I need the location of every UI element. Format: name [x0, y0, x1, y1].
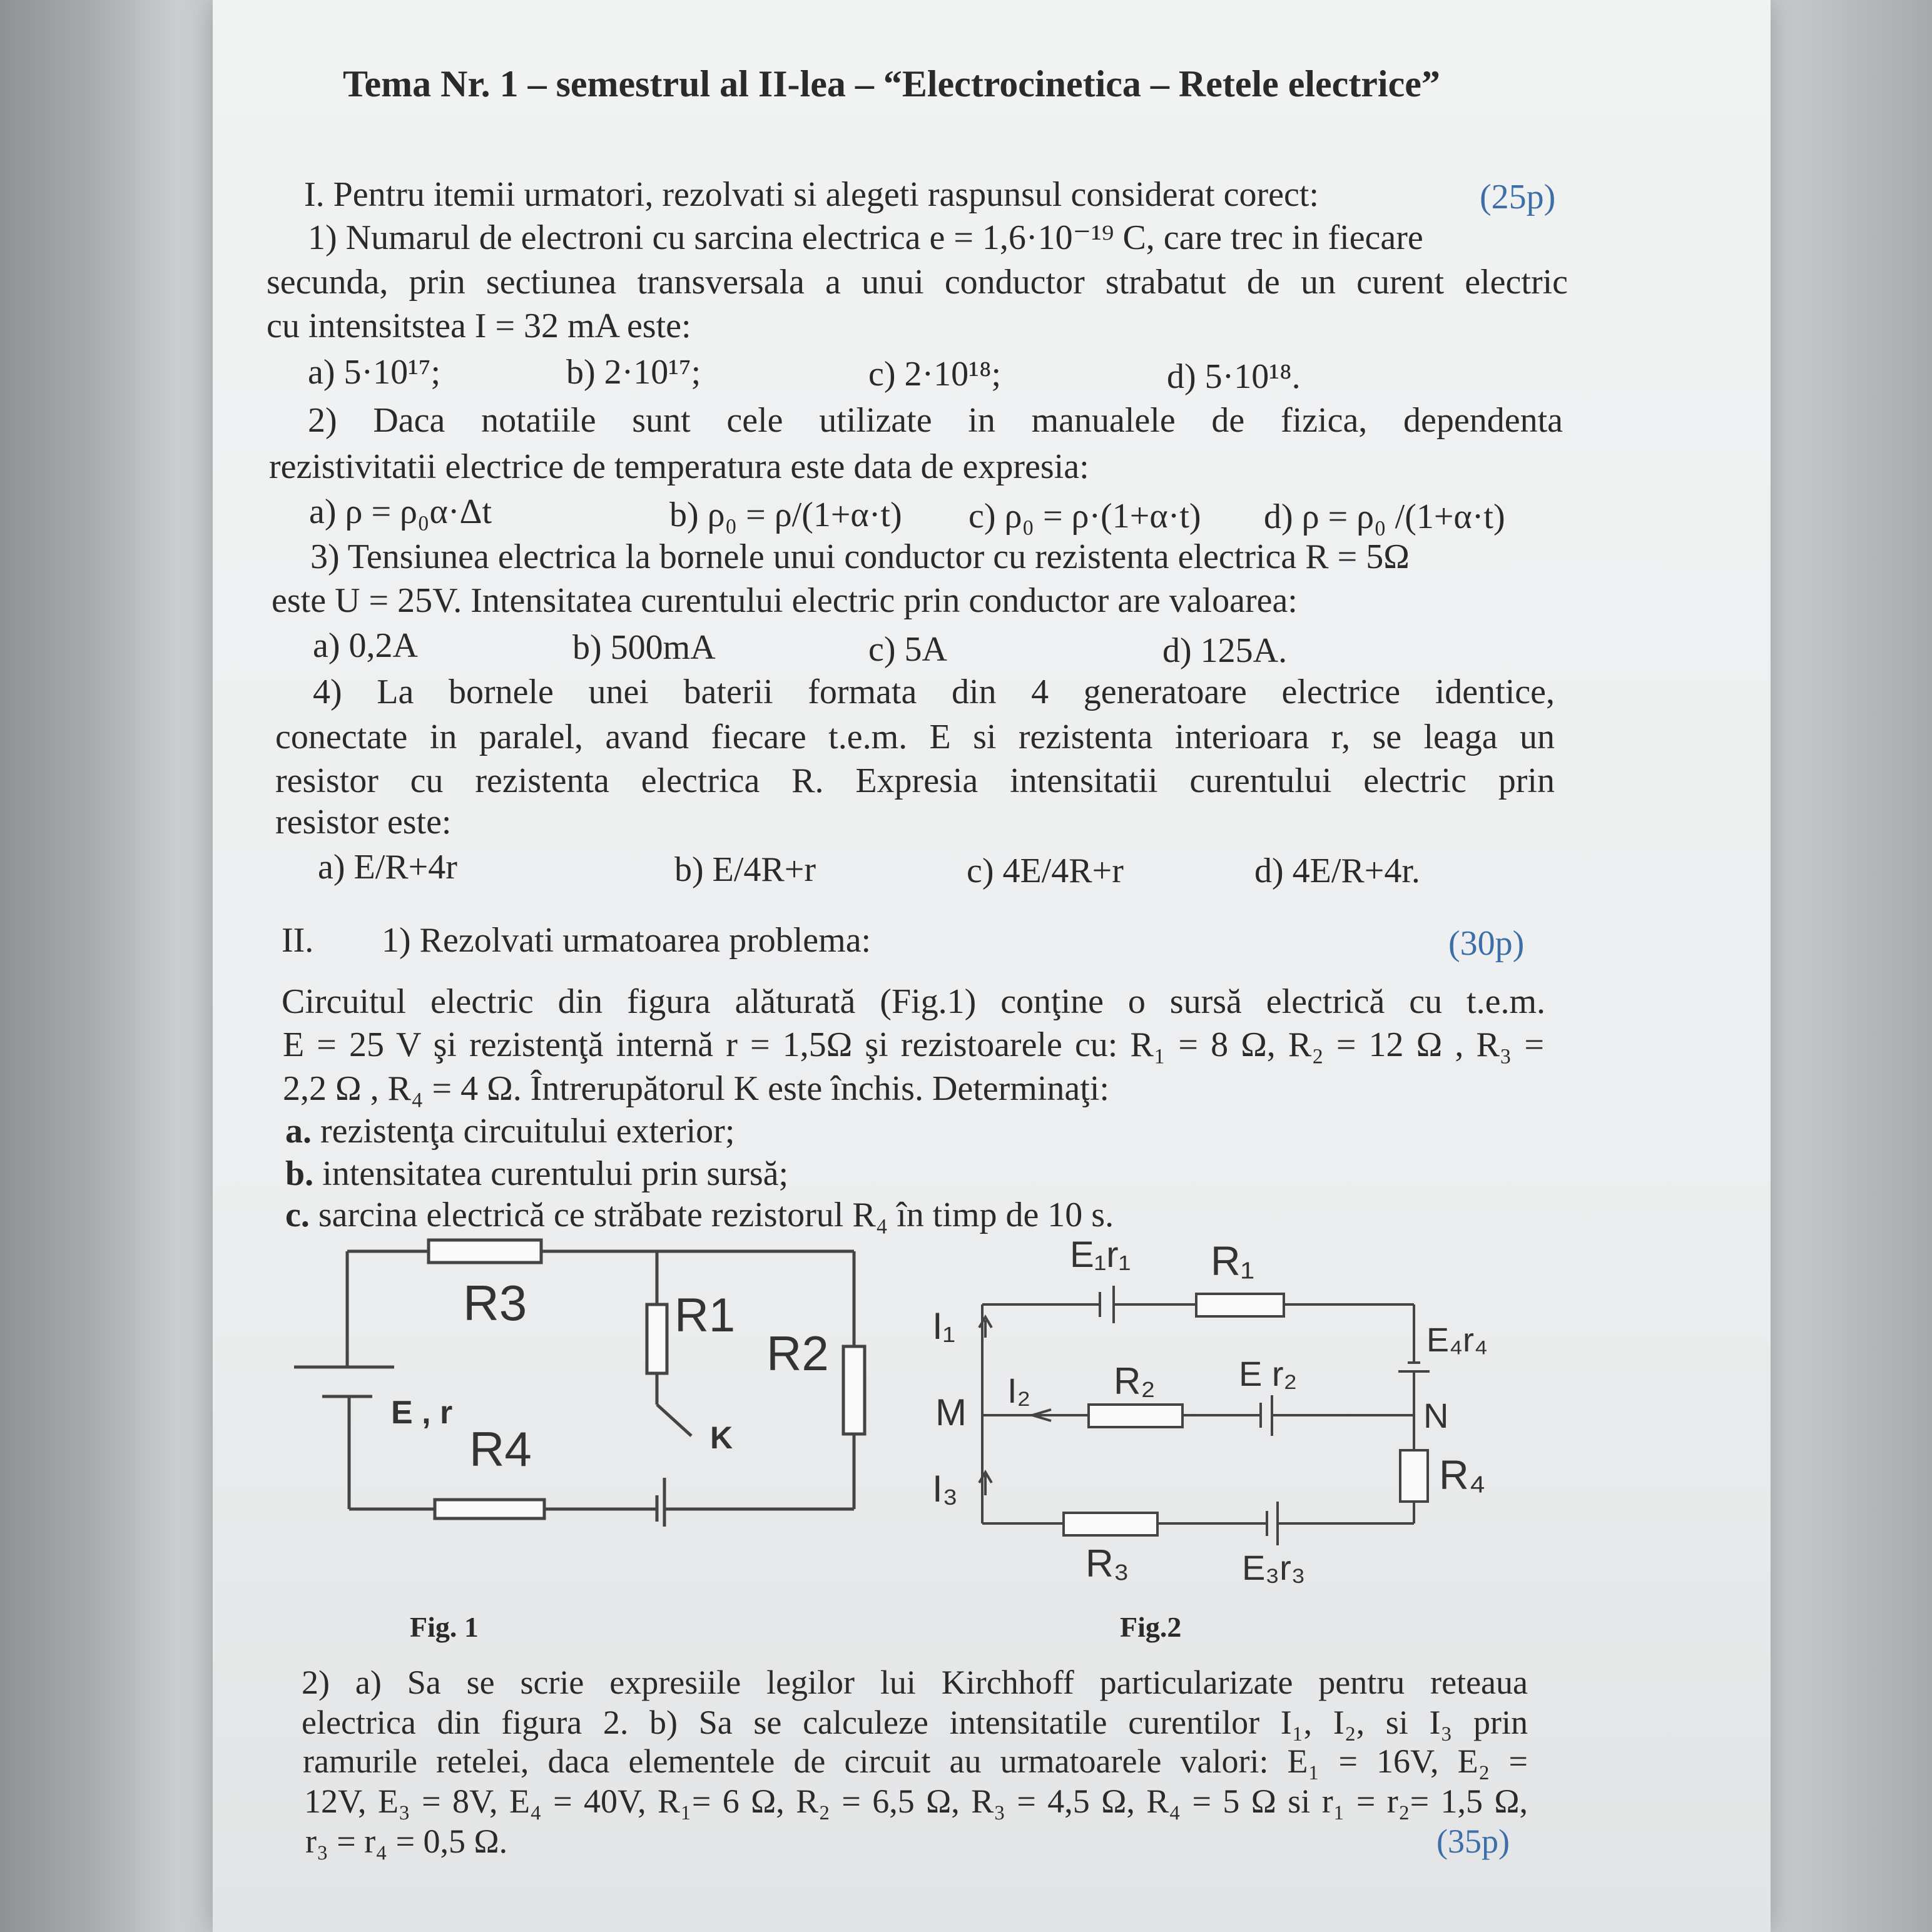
q3-option-a: a) 0,2A — [313, 626, 418, 665]
q4-option-d: d) 4E/R+4r. — [1254, 852, 1420, 890]
q2-kirchhoff-line1: 2) a) Sa se scrie expresiile legilor lui Kirchhoff particularizate pentru reteaua — [302, 1664, 1528, 1701]
q1-option-d: d) 5·10¹⁸. — [1167, 357, 1301, 396]
page-title: Tema Nr. 1 – semestrul al II-lea – “Electrocinetica – Retele electrice” — [343, 63, 1440, 104]
task-b-text: intensitatea curentului prin sursă; — [322, 1154, 789, 1193]
task-a-letter: a. — [285, 1112, 312, 1151]
q2-kirchhoff-line2: electrica din figura 2. b) Sa se calculeze intensitatile curentilor I₁, I₂, si I₃ prin — [302, 1704, 1528, 1741]
figure-1-circuit — [275, 1226, 901, 1527]
q2-kirchhoff-line4: 12V, E₃ = 8V, E₄ = 40V, R₁= 6 Ω, R₂ = 6,5 Ω, R₃ = 4,5 Ω, R₄ = 5 Ω si r₁ = r₂= 1,5 Ω, — [304, 1782, 1528, 1820]
r1-resistor-fig2 — [1196, 1294, 1284, 1316]
fig1-label-switch: K — [710, 1420, 733, 1455]
fig1-label-r2: R2 — [766, 1326, 829, 1381]
part1-heading: I. Pentru itemii urmatori, rezolvati si alegeti raspunsul considerat corect: — [304, 175, 1319, 214]
q4-line2: conectate in paralel, avand fiecare t.e.m. E si rezistenta interioara r, se leaga un — [275, 718, 1555, 756]
q3-line2: este U = 25V. Intensitatea curentului electric prin conductor are valoarea: — [272, 581, 1298, 620]
fig2-label-r3: R₃ — [1085, 1542, 1130, 1585]
q2-option-d: d) ρ = ρ₀ /(1+α·t) — [1264, 497, 1505, 536]
fig2-caption: Fig.2 — [1120, 1611, 1182, 1643]
fig2-label-e2r2: E r₂ — [1239, 1354, 1298, 1393]
part2-roman: II. — [282, 921, 314, 960]
r4-resistor — [435, 1500, 544, 1518]
fig2-label-e3r3: E₃r₃ — [1242, 1548, 1306, 1587]
q4-option-b: b) E/4R+r — [674, 850, 816, 889]
fig2-label-i2: I₂ — [1007, 1371, 1031, 1410]
fig2-label-m: M — [935, 1391, 967, 1433]
fig2-label-e4r4: E₄r₄ — [1426, 1321, 1488, 1359]
part1-points: (25p) — [1480, 178, 1556, 216]
task-b-letter: b. — [285, 1154, 314, 1193]
q2-kirchhoff-line3: ramurile retelei, daca elementele de circuit au urmatoarele valori: E₁ = 16V, E₂ = — [303, 1742, 1528, 1780]
part2-heading: 1) Rezolvati urmatoarea problema: — [382, 921, 872, 960]
fig2-label-i1: I₁ — [932, 1305, 955, 1347]
fig2-label-n: N — [1423, 1396, 1449, 1435]
q3-line1: 3) Tensiunea electrica la bornele unui conductor cu rezistenta electrica R = 5Ω — [310, 537, 1410, 576]
fig2-label-e1r1: E₁r₁ — [1070, 1234, 1131, 1275]
q1-option-b: b) 2·10¹⁷; — [566, 353, 701, 392]
q1-option-a: a) 5·10¹⁷; — [308, 353, 441, 392]
figure-2-network — [926, 1226, 1545, 1602]
problem-line2: E = 25 V şi rezistenţă internă r = 1,5Ω şi rezistoarele cu: R₁ = 8 Ω, R₂ = 12 Ω , R₃ = — [283, 1025, 1544, 1064]
q4-option-a: a) E/R+4r — [318, 848, 457, 887]
q1-option-c: c) 2·10¹⁸; — [868, 355, 1002, 394]
r1-resistor — [647, 1304, 667, 1373]
r4-resistor-fig2 — [1400, 1450, 1428, 1502]
q2-option-b: b) ρ₀ = ρ/(1+α·t) — [669, 496, 902, 534]
fig1-caption: Fig. 1 — [410, 1611, 479, 1643]
r2-resistor — [843, 1346, 865, 1434]
q4-line4: resistor este: — [275, 803, 452, 841]
q1-line1: 1) Numarul de electroni cu sarcina electrica e = 1,6·10⁻¹⁹ C, care trec in fiecare — [308, 218, 1423, 257]
q3-option-b: b) 500mA — [572, 628, 716, 667]
q2-line1: 2) Daca notatiile sunt cele utilizate in manualele de fizica, dependenta — [308, 401, 1563, 440]
fig2-label-i3: I₃ — [932, 1468, 958, 1510]
q2-kirchhoff-line5: r₃ = r₄ = 0,5 Ω. — [305, 1823, 508, 1860]
fig1-label-r1: R1 — [674, 1289, 736, 1342]
q2-option-a: a) ρ = ρ₀α·Δt — [309, 492, 492, 531]
fig2-label-r2: R₂ — [1114, 1360, 1156, 1402]
task-b — [285, 1156, 788, 1191]
problem-line3: 2,2 Ω , R₄ = 4 Ω. Întrerupătorul K este închis. Determinaţi: — [283, 1069, 1109, 1108]
r3-resistor-fig2 — [1064, 1513, 1157, 1535]
q1-line2: secunda, prin sectiunea transversala a unui conductor strabatut de un curent electric — [267, 263, 1568, 302]
fig2-label-r4: R₄ — [1439, 1452, 1486, 1498]
r2-resistor-fig2 — [1089, 1405, 1182, 1427]
fig1-label-r3: R3 — [463, 1275, 527, 1331]
fig1-label-source: E , r — [391, 1395, 453, 1431]
q2-option-c: c) ρ₀ = ρ·(1+α·t) — [969, 497, 1201, 536]
fig2-label-r1: R₁ — [1211, 1238, 1254, 1284]
r3-resistor — [429, 1240, 541, 1263]
switch-k — [657, 1405, 691, 1436]
part2-points: (30p) — [1448, 924, 1525, 963]
task-c-letter: c. — [285, 1196, 310, 1234]
q2-line2: rezistivitatii electrice de temperatura este data de expresia: — [269, 447, 1089, 486]
problem-line1: Circuitul electric din figura alăturată (Fig.1) conţine o sursă electrică cu t.e.m. — [282, 982, 1545, 1021]
q1-line3: cu intensitstea I = 32 mA este: — [267, 307, 691, 345]
q3-option-d: d) 125A. — [1162, 631, 1288, 670]
q4-option-c: c) 4E/4R+r — [967, 852, 1124, 890]
q4-line1: 4) La bornele unei baterii formata din 4 generatoare electrice identice, — [313, 673, 1555, 711]
task-a-text: rezistenţa circuitului exterior; — [320, 1112, 735, 1151]
part3-points: (35p) — [1436, 1823, 1510, 1860]
q4-line3: resistor cu rezistenta electrica R. Expresia intensitatii curentului electric prin — [275, 761, 1555, 800]
task-a — [285, 1114, 735, 1149]
fig1-label-r4: R4 — [469, 1421, 532, 1477]
q3-option-c: c) 5A — [868, 630, 947, 669]
task-c-text: sarcina electrică ce străbate rezistorul R₄ în timp de 10 s. — [318, 1196, 1114, 1234]
